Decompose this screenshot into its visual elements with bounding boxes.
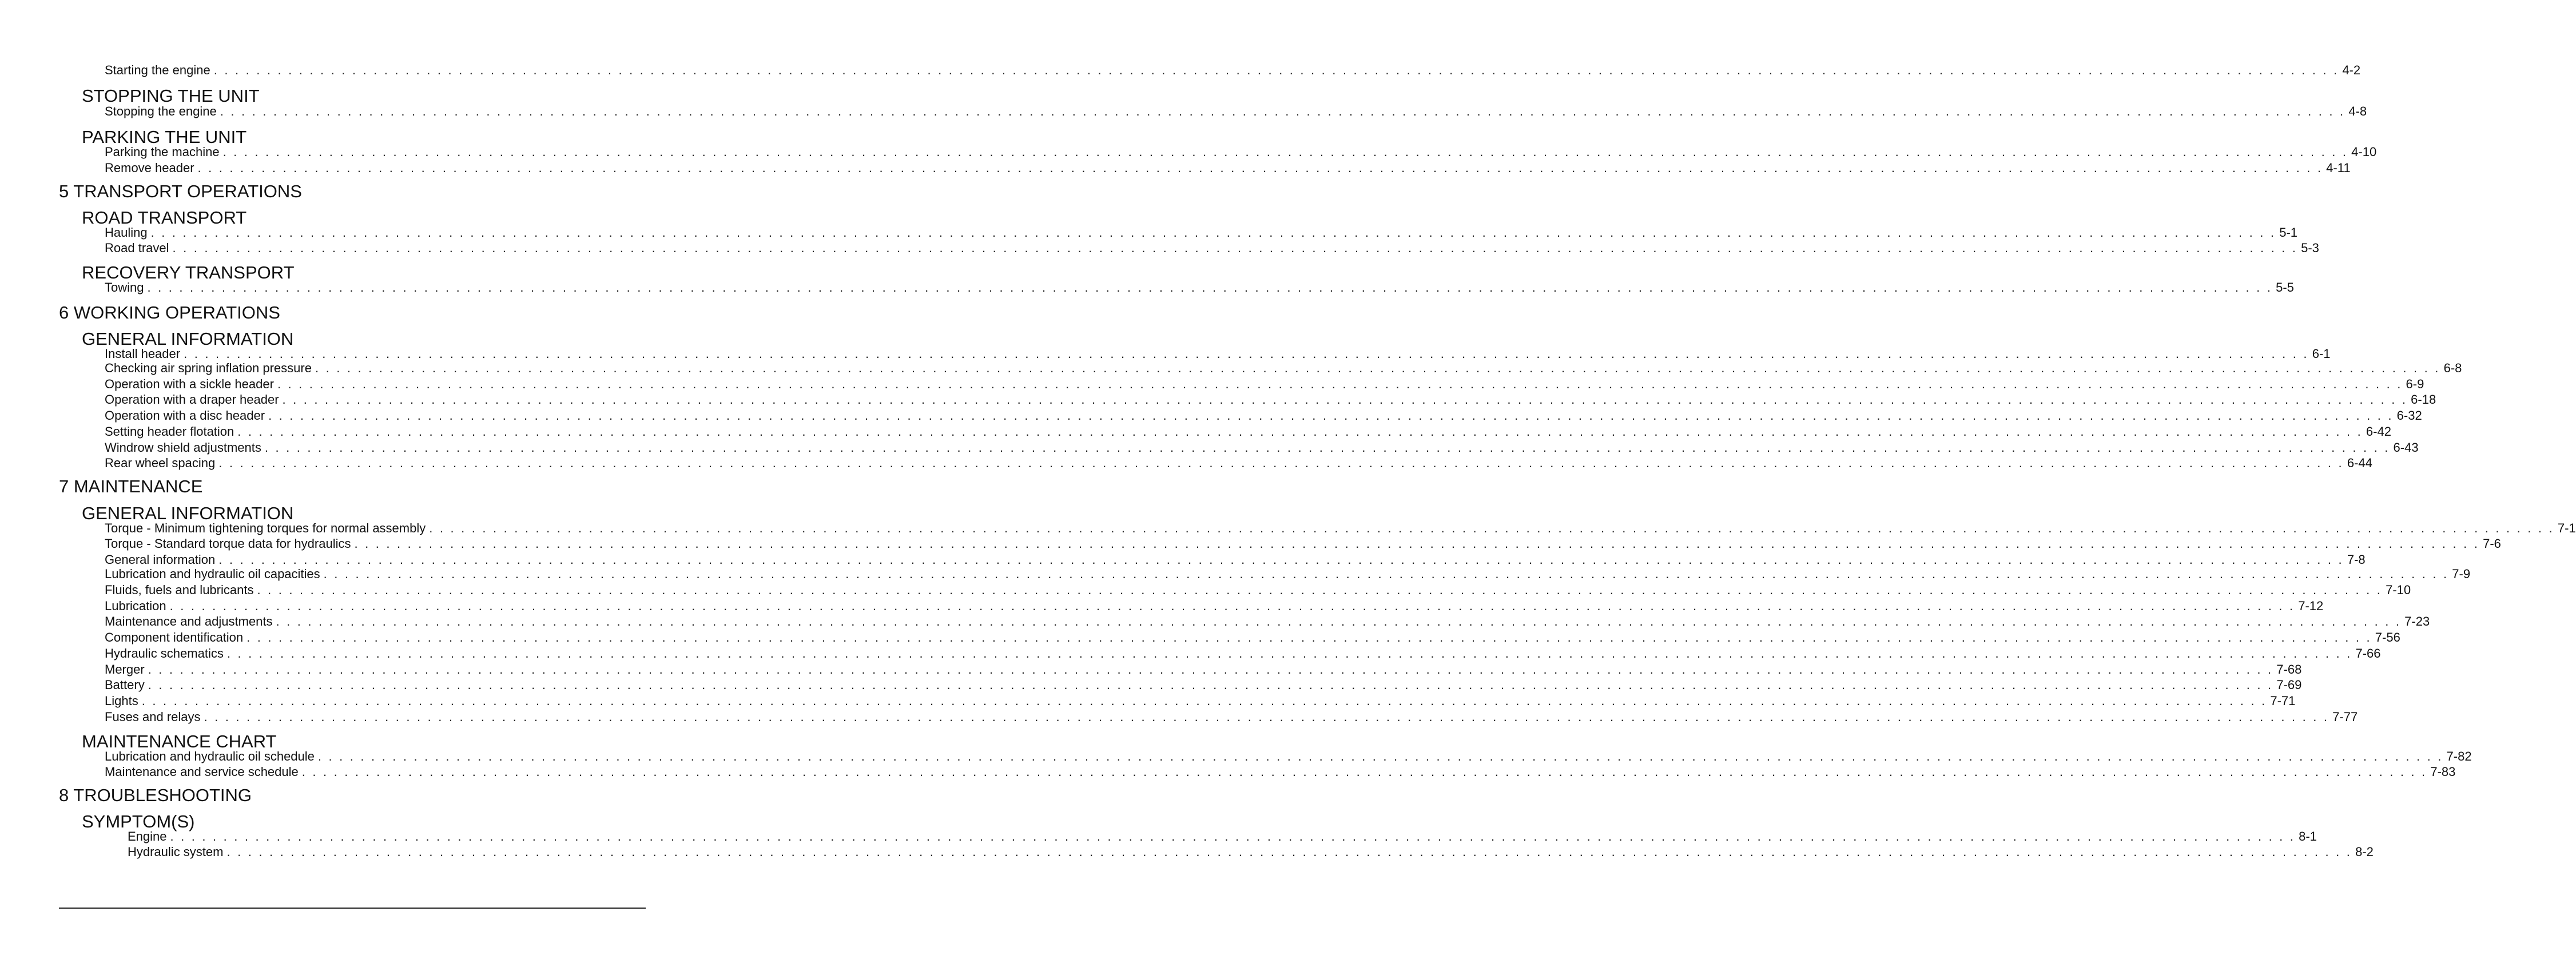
toc-entry-page: 6-9 [2406, 377, 2424, 391]
toc-entry-title: Road travel [105, 241, 169, 255]
toc-entry-page: 7-1 [2557, 521, 2576, 535]
toc-entry-page: 7-71 [2270, 694, 2296, 708]
toc-entry-page: 7-10 [2386, 583, 2411, 597]
toc-entry-page: 6-42 [2366, 424, 2391, 439]
dot-leader: . . . . . . . . . . . . . . . . . . . . . . . . . . . . . . . . . . . . . . . . . . . . . . . . . . . . . . . . . . . . . . . . . . . . . . . . . . . . . . . . . . . . . . . . . . . . . . . . . . . . . . . . . . . . . . . . . . . . . . . . . . . . . . . . . . . . . . . . . . . . . . . . . . . . . . . . . . . . . . . . . . . . . . . . . . . . . . . . . . . . . . . . . . . . . . . . . . . . . . . . [301, 765, 2427, 779]
toc-entry-title: Remove header [105, 161, 194, 175]
section-heading: PARKING THE UNIT [82, 127, 247, 147]
toc-entry [105, 241, 2319, 256]
toc-entry-title: Torque - Minimum tightening torques for normal assembly [105, 521, 426, 535]
toc-entry-title: Install header [105, 347, 181, 361]
toc-entry [128, 845, 2374, 859]
dot-leader: . . . . . . . . . . . . . . . . . . . . . . . . . . . . . . . . . . . . . . . . . . . . . . . . . . . . . . . . . . . . . . . . . . . . . . . . . . . . . . . . . . . . . . . . . . . . . . . . . . . . . . . . . . . . . . . . . . . . . . . . . . . . . . . . . . . . . . . . . . . . . . . . . . . . . . . . . . . . . . . . . . . . . . . . . . . . . . . . . . . . . . . . . . . . . . . . . . . . . . . . [257, 583, 2383, 597]
dot-leader: . . . . . . . . . . . . . . . . . . . . . . . . . . . . . . . . . . . . . . . . . . . . . . . . . . . . . . . . . . . . . . . . . . . . . . . . . . . . . . . . . . . . . . . . . . . . . . . . . . . . . . . . . . . . . . . . . . . . . . . . . . . . . . . . . . . . . . . . . . . . . . . . . . . . . . . . . . . . . . . . . . . . . . . . . . . . . . . . . . . . . . . . . . . . . . . . . . . . . . . . [226, 646, 2352, 660]
toc-entry-page: 5-1 [2279, 225, 2298, 240]
toc-entry-title: Operation with a disc header [105, 408, 265, 423]
section-heading: ROAD TRANSPORT [82, 208, 247, 228]
section-heading: RECOVERY TRANSPORT [82, 262, 295, 282]
dot-leader: . . . . . . . . . . . . . . . . . . . . . . . . . . . . . . . . . . . . . . . . . . . . . . . . . . . . . . . . . . . . . . . . . . . . . . . . . . . . . . . . . . . . . . . . . . . . . . . . . . . . . . . . . . . . . . . . . . . . . . . . . . . . . . . . . . . . . . . . . . . . . . . . . . . . . . . . . . . . . . . . . . . . . . . . . . . . . . . . . . . . . . . . . . . . . . . . . . . . . . . . [141, 694, 2267, 708]
toc-entry [105, 710, 2358, 725]
dot-leader: . . . . . . . . . . . . . . . . . . . . . . . . . . . . . . . . . . . . . . . . . . . . . . . . . . . . . . . . . . . . . . . . . . . . . . . . . . . . . . . . . . . . . . . . . . . . . . . . . . . . . . . . . . . . . . . . . . . . . . . . . . . . . . . . . . . . . . . . . . . . . . . . . . . . . . . . . . . . . . . . . . . . . . . . . . . . . . . . . . . . . . . . . . . . . . . . . . . . . . . . [147, 280, 2273, 295]
toc-entry-title: Lubrication and hydraulic oil schedule [105, 749, 315, 763]
toc-entry-title: Battery [105, 678, 145, 692]
toc-entry [105, 225, 2298, 240]
toc-entry-page: 8-1 [2299, 829, 2317, 843]
toc-entry [105, 361, 2462, 376]
dot-leader: . . . . . . . . . . . . . . . . . . . . . . . . . . . . . . . . . . . . . . . . . . . . . . . . . . . . . . . . . . . . . . . . . . . . . . . . . . . . . . . . . . . . . . . . . . . . . . . . . . . . . . . . . . . . . . . . . . . . . . . . . . . . . . . . . . . . . . . . . . . . . . . . . . . . . . . . . . . . . . . . . . . . . . . . . . . . . . . . . . . . . . . . . . . . . . . . . . . . . . . . [317, 749, 2443, 763]
toc-entry-title: Hauling [105, 225, 148, 240]
toc-entry [128, 829, 2317, 844]
toc-entry [105, 583, 2411, 598]
toc-entry [105, 424, 2391, 439]
dot-leader: . . . . . . . . . . . . . . . . . . . . . . . . . . . . . . . . . . . . . . . . . . . . . . . . . . . . . . . . . . . . . . . . . . . . . . . . . . . . . . . . . . . . . . . . . . . . . . . . . . . . . . . . . . . . . . . . . . . . . . . . . . . . . . . . . . . . . . . . . . . . . . . . . . . . . . . . . . . . . . . . . . . . . . . . . . . . . . . . . . . . . . . . . . . . . . . . . . . . . . . . [204, 710, 2329, 724]
toc-entry-page: 7-68 [2276, 662, 2302, 677]
toc-entry-title: Towing [105, 280, 144, 295]
dot-leader: . . . . . . . . . . . . . . . . . . . . . . . . . . . . . . . . . . . . . . . . . . . . . . . . . . . . . . . . . . . . . . . . . . . . . . . . . . . . . . . . . . . . . . . . . . . . . . . . . . . . . . . . . . . . . . . . . . . . . . . . . . . . . . . . . . . . . . . . . . . . . . . . . . . . . . . . . . . . . . . . . . . . . . . . . . . . . . . . . . . . . . . . . . . . . . . . . . . . . . . . [237, 424, 2363, 439]
dot-leader: . . . . . . . . . . . . . . . . . . . . . . . . . . . . . . . . . . . . . . . . . . . . . . . . . . . . . . . . . . . . . . . . . . . . . . . . . . . . . . . . . . . . . . . . . . . . . . . . . . . . . . . . . . . . . . . . . . . . . . . . . . . . . . . . . . . . . . . . . . . . . . . . . . . . . . . . . . . . . . . . . . . . . . . . . . . . . . . . . . . . . . . . . . . . . . . . . . . . . . . . [172, 241, 2298, 255]
dot-leader: . . . . . . . . . . . . . . . . . . . . . . . . . . . . . . . . . . . . . . . . . . . . . . . . . . . . . . . . . . . . . . . . . . . . . . . . . . . . . . . . . . . . . . . . . . . . . . . . . . . . . . . . . . . . . . . . . . . . . . . . . . . . . . . . . . . . . . . . . . . . . . . . . . . . . . . . . . . . . . . . . . . . . . . . . . . . . . . . . . . . . . . . . . . . . . . . . . . . . . . . [169, 599, 2295, 613]
dot-leader: . . . . . . . . . . . . . . . . . . . . . . . . . . . . . . . . . . . . . . . . . . . . . . . . . . . . . . . . . . . . . . . . . . . . . . . . . . . . . . . . . . . . . . . . . . . . . . . . . . . . . . . . . . . . . . . . . . . . . . . . . . . . . . . . . . . . . . . . . . . . . . . . . . . . . . . . . . . . . . . . . . . . . . . . . . . . . . . . . . . . . . . . . . . . . . . . . . . . . . . . [247, 630, 2372, 644]
toc-entry-title: Checking air spring inflation pressure [105, 361, 312, 375]
dot-leader: . . . . . . . . . . . . . . . . . . . . . . . . . . . . . . . . . . . . . . . . . . . . . . . . . . . . . . . . . . . . . . . . . . . . . . . . . . . . . . . . . . . . . . . . . . . . . . . . . . . . . . . . . . . . . . . . . . . . . . . . . . . . . . . . . . . . . . . . . . . . . . . . . . . . . . . . . . . . . . . . . . . . . . . . . . . . . . . . . . . . . . . . . . . . . . . . . . . . . . . . [315, 361, 2440, 375]
toc-entry [105, 377, 2424, 392]
toc-entry-page: 4-11 [2326, 161, 2351, 175]
toc-entry-title: Hydraulic schematics [105, 646, 224, 660]
chapter-heading: 7 MAINTENANCE [59, 476, 203, 496]
toc-entry [105, 646, 2381, 661]
toc-entry [105, 440, 2419, 455]
toc-entry [105, 161, 2351, 176]
toc-entry-title: Setting header flotation [105, 424, 234, 439]
dot-leader: . . . . . . . . . . . . . . . . . . . . . . . . . . . . . . . . . . . . . . . . . . . . . . . . . . . . . . . . . . . . . . . . . . . . . . . . . . . . . . . . . . . . . . . . . . . . . . . . . . . . . . . . . . . . . . . . . . . . . . . . . . . . . . . . . . . . . . . . . . . . . . . . . . . . . . . . . . . . . . . . . . . . . . . . . . . . . . . . . . . . . . . . . . . . . . . . . . . . . . . . [277, 377, 2403, 391]
dot-leader: . . . . . . . . . . . . . . . . . . . . . . . . . . . . . . . . . . . . . . . . . . . . . . . . . . . . . . . . . . . . . . . . . . . . . . . . . . . . . . . . . . . . . . . . . . . . . . . . . . . . . . . . . . . . . . . . . . . . . . . . . . . . . . . . . . . . . . . . . . . . . . . . . . . . . . . . . . . . . . . . . . . . . . . . . . . . . . . . . . . . . . . . . . . . . . . . . . . . . . . . [429, 521, 2554, 535]
dot-leader: . . . . . . . . . . . . . . . . . . . . . . . . . . . . . . . . . . . . . . . . . . . . . . . . . . . . . . . . . . . . . . . . . . . . . . . . . . . . . . . . . . . . . . . . . . . . . . . . . . . . . . . . . . . . . . . . . . . . . . . . . . . . . . . . . . . . . . . . . . . . . . . . . . . . . . . . . . . . . . . . . . . . . . . . . . . . . . . . . . . . . . . . . . . . . . . . . . . . . . . . [276, 614, 2402, 628]
toc-entry-title: General information [105, 552, 216, 567]
toc-entry [105, 614, 2430, 629]
toc-entry [105, 392, 2436, 407]
dot-leader: . . . . . . . . . . . . . . . . . . . . . . . . . . . . . . . . . . . . . . . . . . . . . . . . . . . . . . . . . . . . . . . . . . . . . . . . . . . . . . . . . . . . . . . . . . . . . . . . . . . . . . . . . . . . . . . . . . . . . . . . . . . . . . . . . . . . . . . . . . . . . . . . . . . . . . . . . . . . . . . . . . . . . . . . . . . . . . . . . . . . . . . . . . . . . . . . . . . . . . . . [184, 347, 2309, 361]
toc-entry-title: Stopping the engine [105, 104, 217, 118]
dot-leader: . . . . . . . . . . . . . . . . . . . . . . . . . . . . . . . . . . . . . . . . . . . . . . . . . . . . . . . . . . . . . . . . . . . . . . . . . . . . . . . . . . . . . . . . . . . . . . . . . . . . . . . . . . . . . . . . . . . . . . . . . . . . . . . . . . . . . . . . . . . . . . . . . . . . . . . . . . . . . . . . . . . . . . . . . . . . . . . . . . . . . . . . . . . . . . . . . . . . . . . . [148, 662, 2273, 677]
toc-entry-title: Component identification [105, 630, 244, 644]
toc-entry-page: 7-69 [2276, 678, 2302, 692]
toc-entry [105, 694, 2296, 709]
toc-entry-page: 6-18 [2411, 392, 2436, 407]
toc-entry [105, 63, 2361, 78]
dot-leader: . . . . . . . . . . . . . . . . . . . . . . . . . . . . . . . . . . . . . . . . . . . . . . . . . . . . . . . . . . . . . . . . . . . . . . . . . . . . . . . . . . . . . . . . . . . . . . . . . . . . . . . . . . . . . . . . . . . . . . . . . . . . . . . . . . . . . . . . . . . . . . . . . . . . . . . . . . . . . . . . . . . . . . . . . . . . . . . . . . . . . . . . . . . . . . . . . . . . . . . . [197, 161, 2323, 175]
toc-entry-page: 4-2 [2342, 63, 2361, 77]
toc-entry-title: Fluids, fuels and lubricants [105, 583, 254, 597]
toc-entry-title: Lubrication [105, 599, 166, 613]
dot-leader: . . . . . . . . . . . . . . . . . . . . . . . . . . . . . . . . . . . . . . . . . . . . . . . . . . . . . . . . . . . . . . . . . . . . . . . . . . . . . . . . . . . . . . . . . . . . . . . . . . . . . . . . . . . . . . . . . . . . . . . . . . . . . . . . . . . . . . . . . . . . . . . . . . . . . . . . . . . . . . . . . . . . . . . . . . . . . . . . . . . . . . . . . . . . . . . . . . . . . . . . [148, 678, 2273, 692]
toc-entry [105, 552, 2366, 567]
section-heading: STOPPING THE UNIT [82, 86, 260, 106]
section-heading: GENERAL INFORMATION [82, 503, 294, 523]
toc-entry-page: 4-8 [2348, 104, 2367, 118]
toc-entry [105, 567, 2471, 582]
section-heading: SYMPTOM(S) [82, 811, 195, 831]
toc-entry [105, 145, 2377, 160]
toc-entry-title: Merger [105, 662, 145, 677]
dot-leader: . . . . . . . . . . . . . . . . . . . . . . . . . . . . . . . . . . . . . . . . . . . . . . . . . . . . . . . . . . . . . . . . . . . . . . . . . . . . . . . . . . . . . . . . . . . . . . . . . . . . . . . . . . . . . . . . . . . . . . . . . . . . . . . . . . . . . . . . . . . . . . . . . . . . . . . . . . . . . . . . . . . . . . . . . . . . . . . . . . . . . . . . . . . . . . . . . . . . . . . . [213, 63, 2339, 77]
toc-entry-page: 7-83 [2430, 765, 2456, 779]
chapter-heading: 6 WORKING OPERATIONS [59, 303, 280, 323]
toc-entry-title: Parking the machine [105, 145, 220, 159]
toc-entry-page: 7-9 [2452, 567, 2471, 581]
dot-leader: . . . . . . . . . . . . . . . . . . . . . . . . . . . . . . . . . . . . . . . . . . . . . . . . . . . . . . . . . . . . . . . . . . . . . . . . . . . . . . . . . . . . . . . . . . . . . . . . . . . . . . . . . . . . . . . . . . . . . . . . . . . . . . . . . . . . . . . . . . . . . . . . . . . . . . . . . . . . . . . . . . . . . . . . . . . . . . . . . . . . . . . . . . . . . . . . . . . . . . . . [268, 408, 2394, 423]
toc-entry [105, 408, 2422, 423]
chapter-heading: 8 TROUBLESHOOTING [59, 785, 252, 805]
toc-entry-title: Lubrication and hydraulic oil capacities [105, 567, 320, 581]
toc-entry-page: 5-5 [2276, 280, 2294, 295]
toc-entry-page: 8-2 [2355, 845, 2374, 859]
toc-entry [105, 749, 2472, 764]
toc-entry-title: Operation with a draper header [105, 392, 279, 407]
toc-entry-page: 6-1 [2312, 347, 2331, 361]
toc-entry-title: Maintenance and adjustments [105, 614, 273, 628]
toc-entry [105, 280, 2294, 295]
footer-rule [59, 908, 646, 909]
toc-entry-title: Lights [105, 694, 138, 708]
dot-leader: . . . . . . . . . . . . . . . . . . . . . . . . . . . . . . . . . . . . . . . . . . . . . . . . . . . . . . . . . . . . . . . . . . . . . . . . . . . . . . . . . . . . . . . . . . . . . . . . . . . . . . . . . . . . . . . . . . . . . . . . . . . . . . . . . . . . . . . . . . . . . . . . . . . . . . . . . . . . . . . . . . . . . . . . . . . . . . . . . . . . . . . . . . . . . . . . . . . . . . . . [218, 552, 2344, 567]
toc-entry [105, 521, 2576, 536]
toc-entry-title: Torque - Standard torque data for hydraulics [105, 536, 351, 551]
dot-leader: . . . . . . . . . . . . . . . . . . . . . . . . . . . . . . . . . . . . . . . . . . . . . . . . . . . . . . . . . . . . . . . . . . . . . . . . . . . . . . . . . . . . . . . . . . . . . . . . . . . . . . . . . . . . . . . . . . . . . . . . . . . . . . . . . . . . . . . . . . . . . . . . . . . . . . . . . . . . . . . . . . . . . . . . . . . . . . . . . . . . . . . . . . . . . . . . . . . . . . . . [150, 225, 2276, 240]
toc-entry-title: Operation with a sickle header [105, 377, 274, 391]
section-heading: MAINTENANCE CHART [82, 731, 277, 751]
toc-entry-page: 6-8 [2443, 361, 2462, 375]
dot-leader: . . . . . . . . . . . . . . . . . . . . . . . . . . . . . . . . . . . . . . . . . . . . . . . . . . . . . . . . . . . . . . . . . . . . . . . . . . . . . . . . . . . . . . . . . . . . . . . . . . . . . . . . . . . . . . . . . . . . . . . . . . . . . . . . . . . . . . . . . . . . . . . . . . . . . . . . . . . . . . . . . . . . . . . . . . . . . . . . . . . . . . . . . . . . . . . . . . . . . . . . [323, 567, 2449, 581]
dot-leader: . . . . . . . . . . . . . . . . . . . . . . . . . . . . . . . . . . . . . . . . . . . . . . . . . . . . . . . . . . . . . . . . . . . . . . . . . . . . . . . . . . . . . . . . . . . . . . . . . . . . . . . . . . . . . . . . . . . . . . . . . . . . . . . . . . . . . . . . . . . . . . . . . . . . . . . . . . . . . . . . . . . . . . . . . . . . . . . . . . . . . . . . . . . . . . . . . . . . . . . . [282, 392, 2408, 407]
toc-entry [105, 456, 2372, 471]
toc-entry [105, 347, 2331, 361]
toc-entry-page: 7-6 [2483, 536, 2501, 551]
toc-entry [105, 678, 2302, 693]
toc-entry-title: Rear wheel spacing [105, 456, 216, 470]
dot-leader: . . . . . . . . . . . . . . . . . . . . . . . . . . . . . . . . . . . . . . . . . . . . . . . . . . . . . . . . . . . . . . . . . . . . . . . . . . . . . . . . . . . . . . . . . . . . . . . . . . . . . . . . . . . . . . . . . . . . . . . . . . . . . . . . . . . . . . . . . . . . . . . . . . . . . . . . . . . . . . . . . . . . . . . . . . . . . . . . . . . . . . . . . . . . . . . . . . . . . . . . [220, 104, 2346, 118]
toc-entry [105, 765, 2456, 779]
section-heading: GENERAL INFORMATION [82, 329, 294, 349]
toc-entry [105, 630, 2400, 645]
chapter-heading: 5 TRANSPORT OPERATIONS [59, 181, 302, 201]
toc-entry-page: 7-8 [2347, 552, 2366, 567]
toc-entry-page: 7-56 [2375, 630, 2400, 644]
dot-leader: . . . . . . . . . . . . . . . . . . . . . . . . . . . . . . . . . . . . . . . . . . . . . . . . . . . . . . . . . . . . . . . . . . . . . . . . . . . . . . . . . . . . . . . . . . . . . . . . . . . . . . . . . . . . . . . . . . . . . . . . . . . . . . . . . . . . . . . . . . . . . . . . . . . . . . . . . . . . . . . . . . . . . . . . . . . . . . . . . . . . . . . . . . . . . . . . . . . . . . . . [354, 536, 2480, 551]
toc-entry-title: Maintenance and service schedule [105, 765, 299, 779]
toc-entry [105, 104, 2367, 119]
toc-entry-page: 6-43 [2393, 440, 2419, 455]
toc-entry-page: 6-32 [2396, 408, 2422, 423]
toc-entry-page: 7-82 [2446, 749, 2472, 763]
toc-entry-page: 4-10 [2351, 145, 2377, 159]
toc-entry-title: Hydraulic system [128, 845, 224, 859]
dot-leader: . . . . . . . . . . . . . . . . . . . . . . . . . . . . . . . . . . . . . . . . . . . . . . . . . . . . . . . . . . . . . . . . . . . . . . . . . . . . . . . . . . . . . . . . . . . . . . . . . . . . . . . . . . . . . . . . . . . . . . . . . . . . . . . . . . . . . . . . . . . . . . . . . . . . . . . . . . . . . . . . . . . . . . . . . . . . . . . . . . . . . . . . . . . . . . . . . . . . . . . . [264, 440, 2390, 455]
toc-entry-page: 7-23 [2404, 614, 2430, 628]
dot-leader: . . . . . . . . . . . . . . . . . . . . . . . . . . . . . . . . . . . . . . . . . . . . . . . . . . . . . . . . . . . . . . . . . . . . . . . . . . . . . . . . . . . . . . . . . . . . . . . . . . . . . . . . . . . . . . . . . . . . . . . . . . . . . . . . . . . . . . . . . . . . . . . . . . . . . . . . . . . . . . . . . . . . . . . . . . . . . . . . . . . . . . . . . . . . . . . . . . . . . . . . [226, 845, 2352, 859]
toc-entry [105, 536, 2501, 551]
toc-entry-page: 6-44 [2347, 456, 2372, 470]
toc-entry-page: 7-66 [2355, 646, 2381, 660]
toc-entry [105, 599, 2324, 614]
dot-leader: . . . . . . . . . . . . . . . . . . . . . . . . . . . . . . . . . . . . . . . . . . . . . . . . . . . . . . . . . . . . . . . . . . . . . . . . . . . . . . . . . . . . . . . . . . . . . . . . . . . . . . . . . . . . . . . . . . . . . . . . . . . . . . . . . . . . . . . . . . . . . . . . . . . . . . . . . . . . . . . . . . . . . . . . . . . . . . . . . . . . . . . . . . . . . . . . . . . . . . . . [218, 456, 2344, 470]
toc-entry-title: Fuses and relays [105, 710, 201, 724]
toc-entry-page: 7-12 [2298, 599, 2324, 613]
dot-leader: . . . . . . . . . . . . . . . . . . . . . . . . . . . . . . . . . . . . . . . . . . . . . . . . . . . . . . . . . . . . . . . . . . . . . . . . . . . . . . . . . . . . . . . . . . . . . . . . . . . . . . . . . . . . . . . . . . . . . . . . . . . . . . . . . . . . . . . . . . . . . . . . . . . . . . . . . . . . . . . . . . . . . . . . . . . . . . . . . . . . . . . . . . . . . . . . . . . . . . . . [222, 145, 2348, 159]
toc-entry-page: 5-3 [2301, 241, 2319, 255]
toc-entry-title: Windrow shield adjustments [105, 440, 261, 455]
dot-leader: . . . . . . . . . . . . . . . . . . . . . . . . . . . . . . . . . . . . . . . . . . . . . . . . . . . . . . . . . . . . . . . . . . . . . . . . . . . . . . . . . . . . . . . . . . . . . . . . . . . . . . . . . . . . . . . . . . . . . . . . . . . . . . . . . . . . . . . . . . . . . . . . . . . . . . . . . . . . . . . . . . . . . . . . . . . . . . . . . . . . . . . . . . . . . . . . . . . . . . . . [170, 829, 2296, 843]
toc-entry-title: Starting the engine [105, 63, 210, 77]
toc-entry-title: Engine [128, 829, 167, 843]
toc-entry [105, 662, 2302, 677]
toc-entry-page: 7-77 [2332, 710, 2358, 724]
